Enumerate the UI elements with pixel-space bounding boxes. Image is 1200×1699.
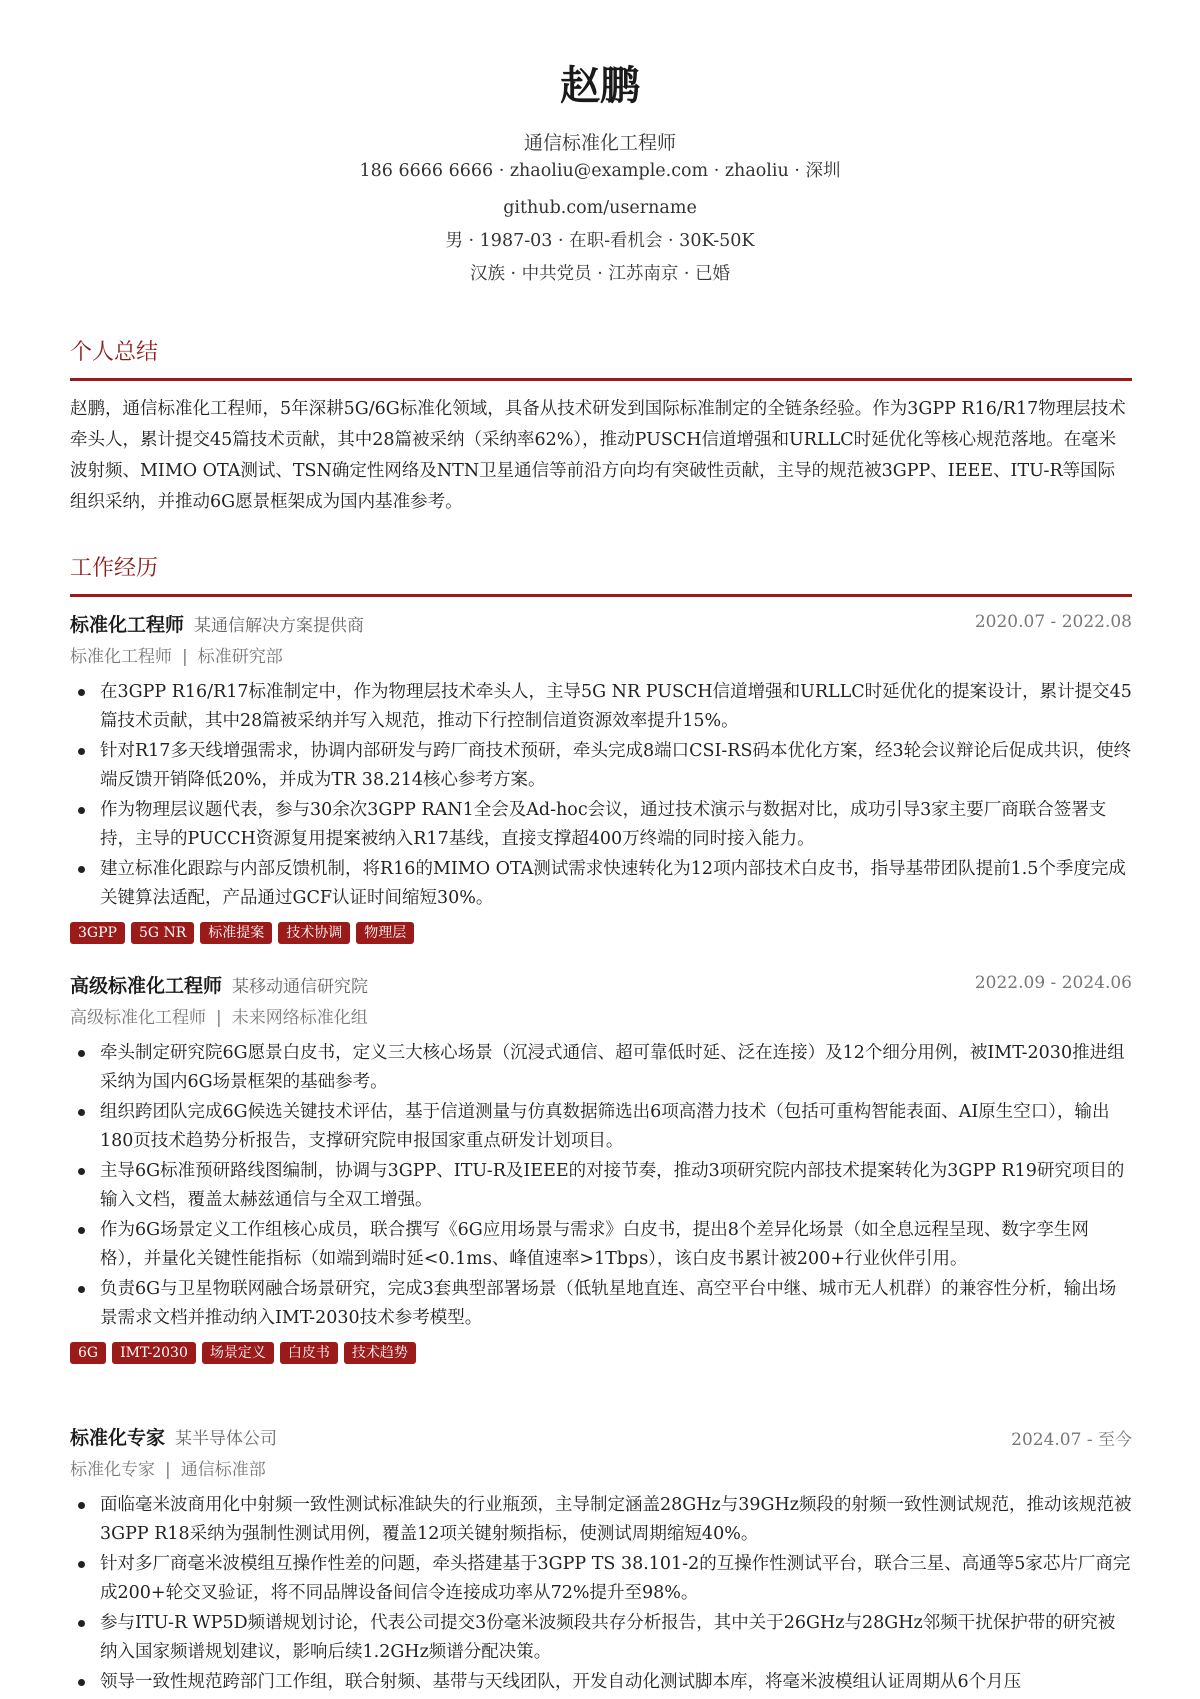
job-title: 标准化工程师: [70, 614, 185, 636]
job-role: 标准化工程师: [70, 647, 172, 667]
job-dept-name: 通信标准部: [180, 1460, 266, 1480]
job-company: 某半导体公司: [175, 1429, 278, 1449]
skill-tag: IMT-2030: [112, 1342, 196, 1364]
job-role: 高级标准化工程师: [70, 1008, 206, 1028]
skill-tag: 技术协调: [278, 922, 350, 944]
job-entry: [70, 610, 1132, 946]
skill-tag: 5G NR: [131, 922, 194, 944]
skill-tag: 白皮书: [280, 1342, 338, 1364]
job-date: 2022.09 - 2024.06: [974, 973, 1132, 993]
job-department: [70, 642, 1132, 674]
contact-line: 186 6666 6666 · zhaoliu@example.com · zhaoliu · 深圳: [359, 161, 841, 181]
summary-text: 赵鹏，通信标准化工程师，5年深耕5G/6G标准化领域，具备从技术研发到国际标准制定的全链条经验。作为3GPP R16/R17物理层技术牵头人，累计提交45篇技术贡献，其中28篇被采纳（采纳率62%），推动PUSCH信道增强和URLLC时延优化等核心规范落地。在毫米波射频、MIMO OTA测试、TSN确定性网络及NTN卫星通信等前沿方向均有突破性贡献，主导的规范被3GPP、IEEE、ITU-R等国际组织采纳，并推动6G愿景框架成为国内基准参考。: [70, 399, 1126, 512]
list-item: 参与ITU-R WP5D频谱规划讨论，代表公司提交3份毫米波频段共存分析报告，其中关于26GHz与28GHz邻频干扰保护带的研究被纳入国家频谱规划建议，影响后续1.2GHz频谱分配决策。: [70, 1609, 1132, 1666]
skill-tags: [70, 1342, 1132, 1366]
job-dept-name: 未来网络标准化组: [231, 1008, 368, 1028]
skill-tag: 技术趋势: [344, 1342, 416, 1364]
job-department: [70, 1455, 1132, 1487]
list-item: 领导一致性规范跨部门工作组，联合射频、基带与天线团队，开发自动化测试脚本库，将毫米波模组认证周期从6个月压: [70, 1668, 1132, 1697]
list-item: 牵头制定研究院6G愿景白皮书，定义三大核心场景（沉浸式通信、超可靠低时延、泛在连接）及12个细分用例，被IMT-2030推进组采纳为国内6G场景框架的基础参考。: [70, 1039, 1132, 1096]
list-item: 面临毫米波商用化中射频一致性测试标准缺失的行业瓶颈，主导制定涵盖28GHz与39GHz频段的射频一致性测试规范，推动该规范被3GPP R18采纳为强制性测试用例，覆盖12项关键射频指标，使测试周期缩短40%。: [70, 1491, 1132, 1548]
skill-tag: 物理层: [356, 922, 414, 944]
job-dept-name: 标准研究部: [197, 647, 283, 667]
job-role: 标准化专家: [70, 1460, 155, 1480]
skill-tag: 场景定义: [202, 1342, 274, 1364]
skill-tag: 6G: [70, 1342, 106, 1364]
job-bullets: [70, 1039, 1132, 1332]
summary-divider: [70, 378, 1132, 381]
job-header: [70, 1423, 1132, 1455]
list-item: 负责6G与卫星物联网融合场景研究，完成3套典型部署场景（低轨星地直连、高空平台中继、城市无人机群）的兼容性分析，输出场景需求文档并推动纳入IMT-2030技术参考模型。: [70, 1275, 1132, 1332]
job-bullets: [70, 678, 1132, 912]
job-date: 2024.07 - 至今: [1011, 1430, 1132, 1450]
skill-tag: 3GPP: [70, 922, 125, 944]
candidate-name: 赵鹏: [560, 62, 640, 109]
dept-separator: |: [216, 1008, 222, 1028]
job-title: 标准化专家: [70, 1427, 166, 1449]
skill-tags: [70, 922, 1132, 946]
basic-info-line: 男 · 1987-03 · 在职-看机会 · 30K-50K: [445, 231, 755, 251]
experience-divider: [70, 594, 1132, 597]
job-header: [70, 971, 1132, 1003]
job-title: 高级标准化工程师: [70, 975, 223, 997]
dept-separator: |: [182, 647, 188, 667]
experience-heading: 工作经历: [70, 556, 159, 581]
list-item: 组织跨团队完成6G候选关键技术评估，基于信道测量与仿真数据筛选出6项高潜力技术（包括可重构智能表面、AI原生空口），输出180页技术趋势分析报告，支撑研究院申报国家重点研发计划项目。: [70, 1098, 1132, 1155]
personal-info-line: 汉族 · 中共党员 · 江苏南京 · 已婚: [469, 264, 731, 284]
job-date: 2020.07 - 2022.08: [974, 612, 1132, 632]
list-item: 主导6G标准预研路线图编制，协调与3GPP、ITU-R及IEEE的对接节奏，推动3项研究院内部技术提案转化为3GPP R19研究项目的输入文档，覆盖太赫兹通信与全双工增强。: [70, 1157, 1132, 1214]
list-item: 针对多厂商毫米波模组互操作性差的问题，牵头搭建基于3GPP TS 38.101-2的互操作性测试平台，联合三星、高通等5家芯片厂商完成200+轮交叉验证，将不同品牌设备间信令连接成功率从72%提升至98%。: [70, 1550, 1132, 1607]
job-bullets: [70, 1491, 1132, 1697]
list-item: 作为6G场景定义工作组核心成员，联合撰写《6G应用场景与需求》白皮书，提出8个差异化场景（如全息远程呈现、数字孪生网格），并量化关键性能指标（如端到端时延<0.1ms、峰值速率>1Tbps），该白皮书累计被200+行业伙伴引用。: [70, 1216, 1132, 1273]
job-company: 某通信解决方案提供商: [194, 616, 365, 636]
job-entry: [70, 1423, 1132, 1699]
skill-tag: 标准提案: [200, 922, 272, 944]
summary-heading: 个人总结: [70, 340, 159, 365]
dept-separator: |: [165, 1460, 171, 1480]
website-link[interactable]: github.com/username: [503, 198, 697, 218]
list-item: 作为物理层议题代表，参与30余次3GPP RAN1全会及Ad-hoc会议，通过技术演示与数据对比，成功引导3家主要厂商联合签署支持，主导的PUCCH资源复用提案被纳入R17基线，直接支撑超400万终端的同时接入能力。: [70, 796, 1132, 853]
job-department: [70, 1003, 1132, 1035]
list-item: 针对R17多天线增强需求，协调内部研发与跨厂商技术预研，牵头完成8端口CSI-RS码本优化方案，经3轮会议辩论后促成共识，使终端反馈开销降低20%，并成为TR 38.214核心参考方案。: [70, 737, 1132, 794]
list-item: 建立标准化跟踪与内部反馈机制，将R16的MIMO OTA测试需求快速转化为12项内部技术白皮书，指导基带团队提前1.5个季度完成关键算法适配，产品通过GCF认证时间缩短30%。: [70, 855, 1132, 912]
list-item: 在3GPP R16/R17标准制定中，作为物理层技术牵头人，主导5G NR PUSCH信道增强和URLLC时延优化的提案设计，累计提交45篇技术贡献，其中28篇被采纳并写入规范，推动下行控制信道资源效率提升15%。: [70, 678, 1132, 735]
job-header: [70, 610, 1132, 642]
job-company: 某移动通信研究院: [232, 977, 369, 997]
candidate-title: 通信标准化工程师: [523, 132, 676, 154]
job-entry: [70, 971, 1132, 1366]
